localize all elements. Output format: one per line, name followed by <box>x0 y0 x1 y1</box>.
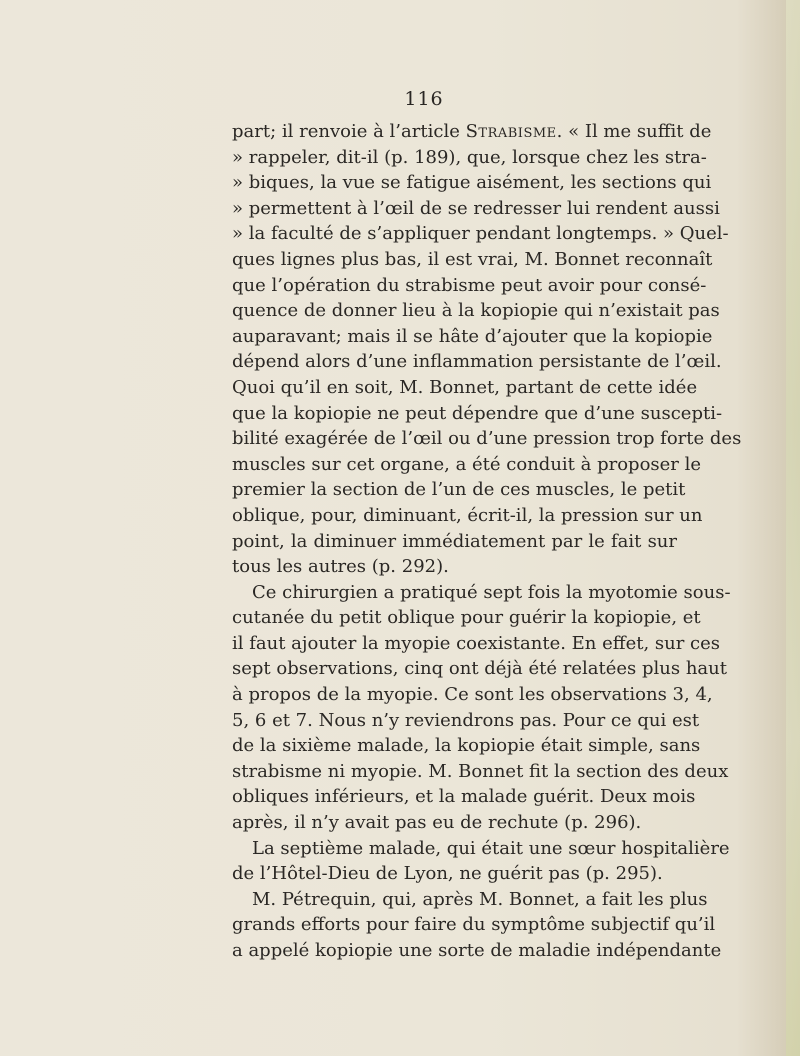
text-line: il faut ajouter la myopie coexistante. En effet, sur ces <box>232 632 721 654</box>
text-line: grands efforts pour faire du symptôme subjectif qu’il <box>232 914 716 936</box>
text-line: » biques, la vue se fatigue aisément, les sections qui <box>232 172 712 194</box>
text-line: que l’opération du strabisme peut avoir pour consé- <box>232 274 707 296</box>
text-line: ques lignes plus bas, il est vrai, M. Bonnet reconnaît <box>232 248 713 270</box>
article-reference: Strabisme <box>465 121 557 142</box>
text-line: après, il n’y avait pas eu de rechute (p. 296). <box>232 812 642 834</box>
text-line: » rappeler, dit-il (p. 189), que, lorsque chez les stra- <box>232 146 707 168</box>
text-line: à propos de la myopie. Ce sont les observations 3, 4, <box>232 684 713 706</box>
text-line: premier la section de l’un de ces muscles, le petit <box>232 479 686 501</box>
text-line: sept observations, cinq ont déjà été relatées plus haut <box>232 658 727 680</box>
text-line: tous les autres (p. 292). <box>232 556 449 578</box>
body-text <box>232 119 742 964</box>
text-line: que la kopiopie ne peut dépendre que d’une suscepti- <box>232 402 723 424</box>
text-line: La septième malade, qui était une sœur hospitalière <box>252 837 730 859</box>
text-line: auparavant; mais il se hâte d’ajouter que la kopiopie <box>232 325 713 347</box>
text-line: Quoi qu’il en soit, M. Bonnet, partant de cette idée <box>232 376 698 398</box>
text-line: quence de donner lieu à la kopiopie qui n’existait pas <box>232 300 720 322</box>
text-line: bilité exagérée de l’œil ou d’une pression trop forte des <box>232 428 742 450</box>
text-line: » permettent à l’œil de se redresser lui rendent aussi <box>232 197 720 219</box>
text-line: Ce chirurgien a pratiqué sept fois la myotomie sous- <box>252 581 731 603</box>
page-number: 116 <box>404 88 444 110</box>
text-line: a appelé kopiopie une sorte de maladie indépendante <box>232 940 722 961</box>
text-line: obliques inférieurs, et la malade guérit. Deux mois <box>232 786 696 808</box>
text-line: » la faculté de s’appliquer pendant longtemps. » Quel- <box>232 223 729 245</box>
text-line: muscles sur cet organe, a été conduit à proposer le <box>232 453 702 475</box>
text-line: oblique, pour, diminuant, écrit-il, la pression sur un <box>232 504 703 526</box>
text-line: strabisme ni myopie. M. Bonnet fit la section des deux <box>232 760 729 782</box>
text-line: de la sixième malade, la kopiopie était simple, sans <box>232 735 701 757</box>
text-line: point, la diminuer immédiatement par le fait sur <box>232 530 677 552</box>
text-line: cutanée du petit oblique pour guérir la kopiopie, et <box>232 607 701 629</box>
text-line: part; il renvoie à l’article Strabisme. « Il me suffit de <box>232 121 712 142</box>
text-line: dépend alors d’une inflammation persistante de l’œil. <box>232 351 722 373</box>
text-line: de l’Hôtel-Dieu de Lyon, ne guérit pas (p. 295). <box>232 863 663 885</box>
page-edge-shadow <box>786 0 800 1056</box>
text-line: M. Pétrequin, qui, après M. Bonnet, a fait les plus <box>252 888 708 910</box>
text-line: 5, 6 et 7. Nous n’y reviendrons pas. Pour ce qui est <box>232 709 700 731</box>
